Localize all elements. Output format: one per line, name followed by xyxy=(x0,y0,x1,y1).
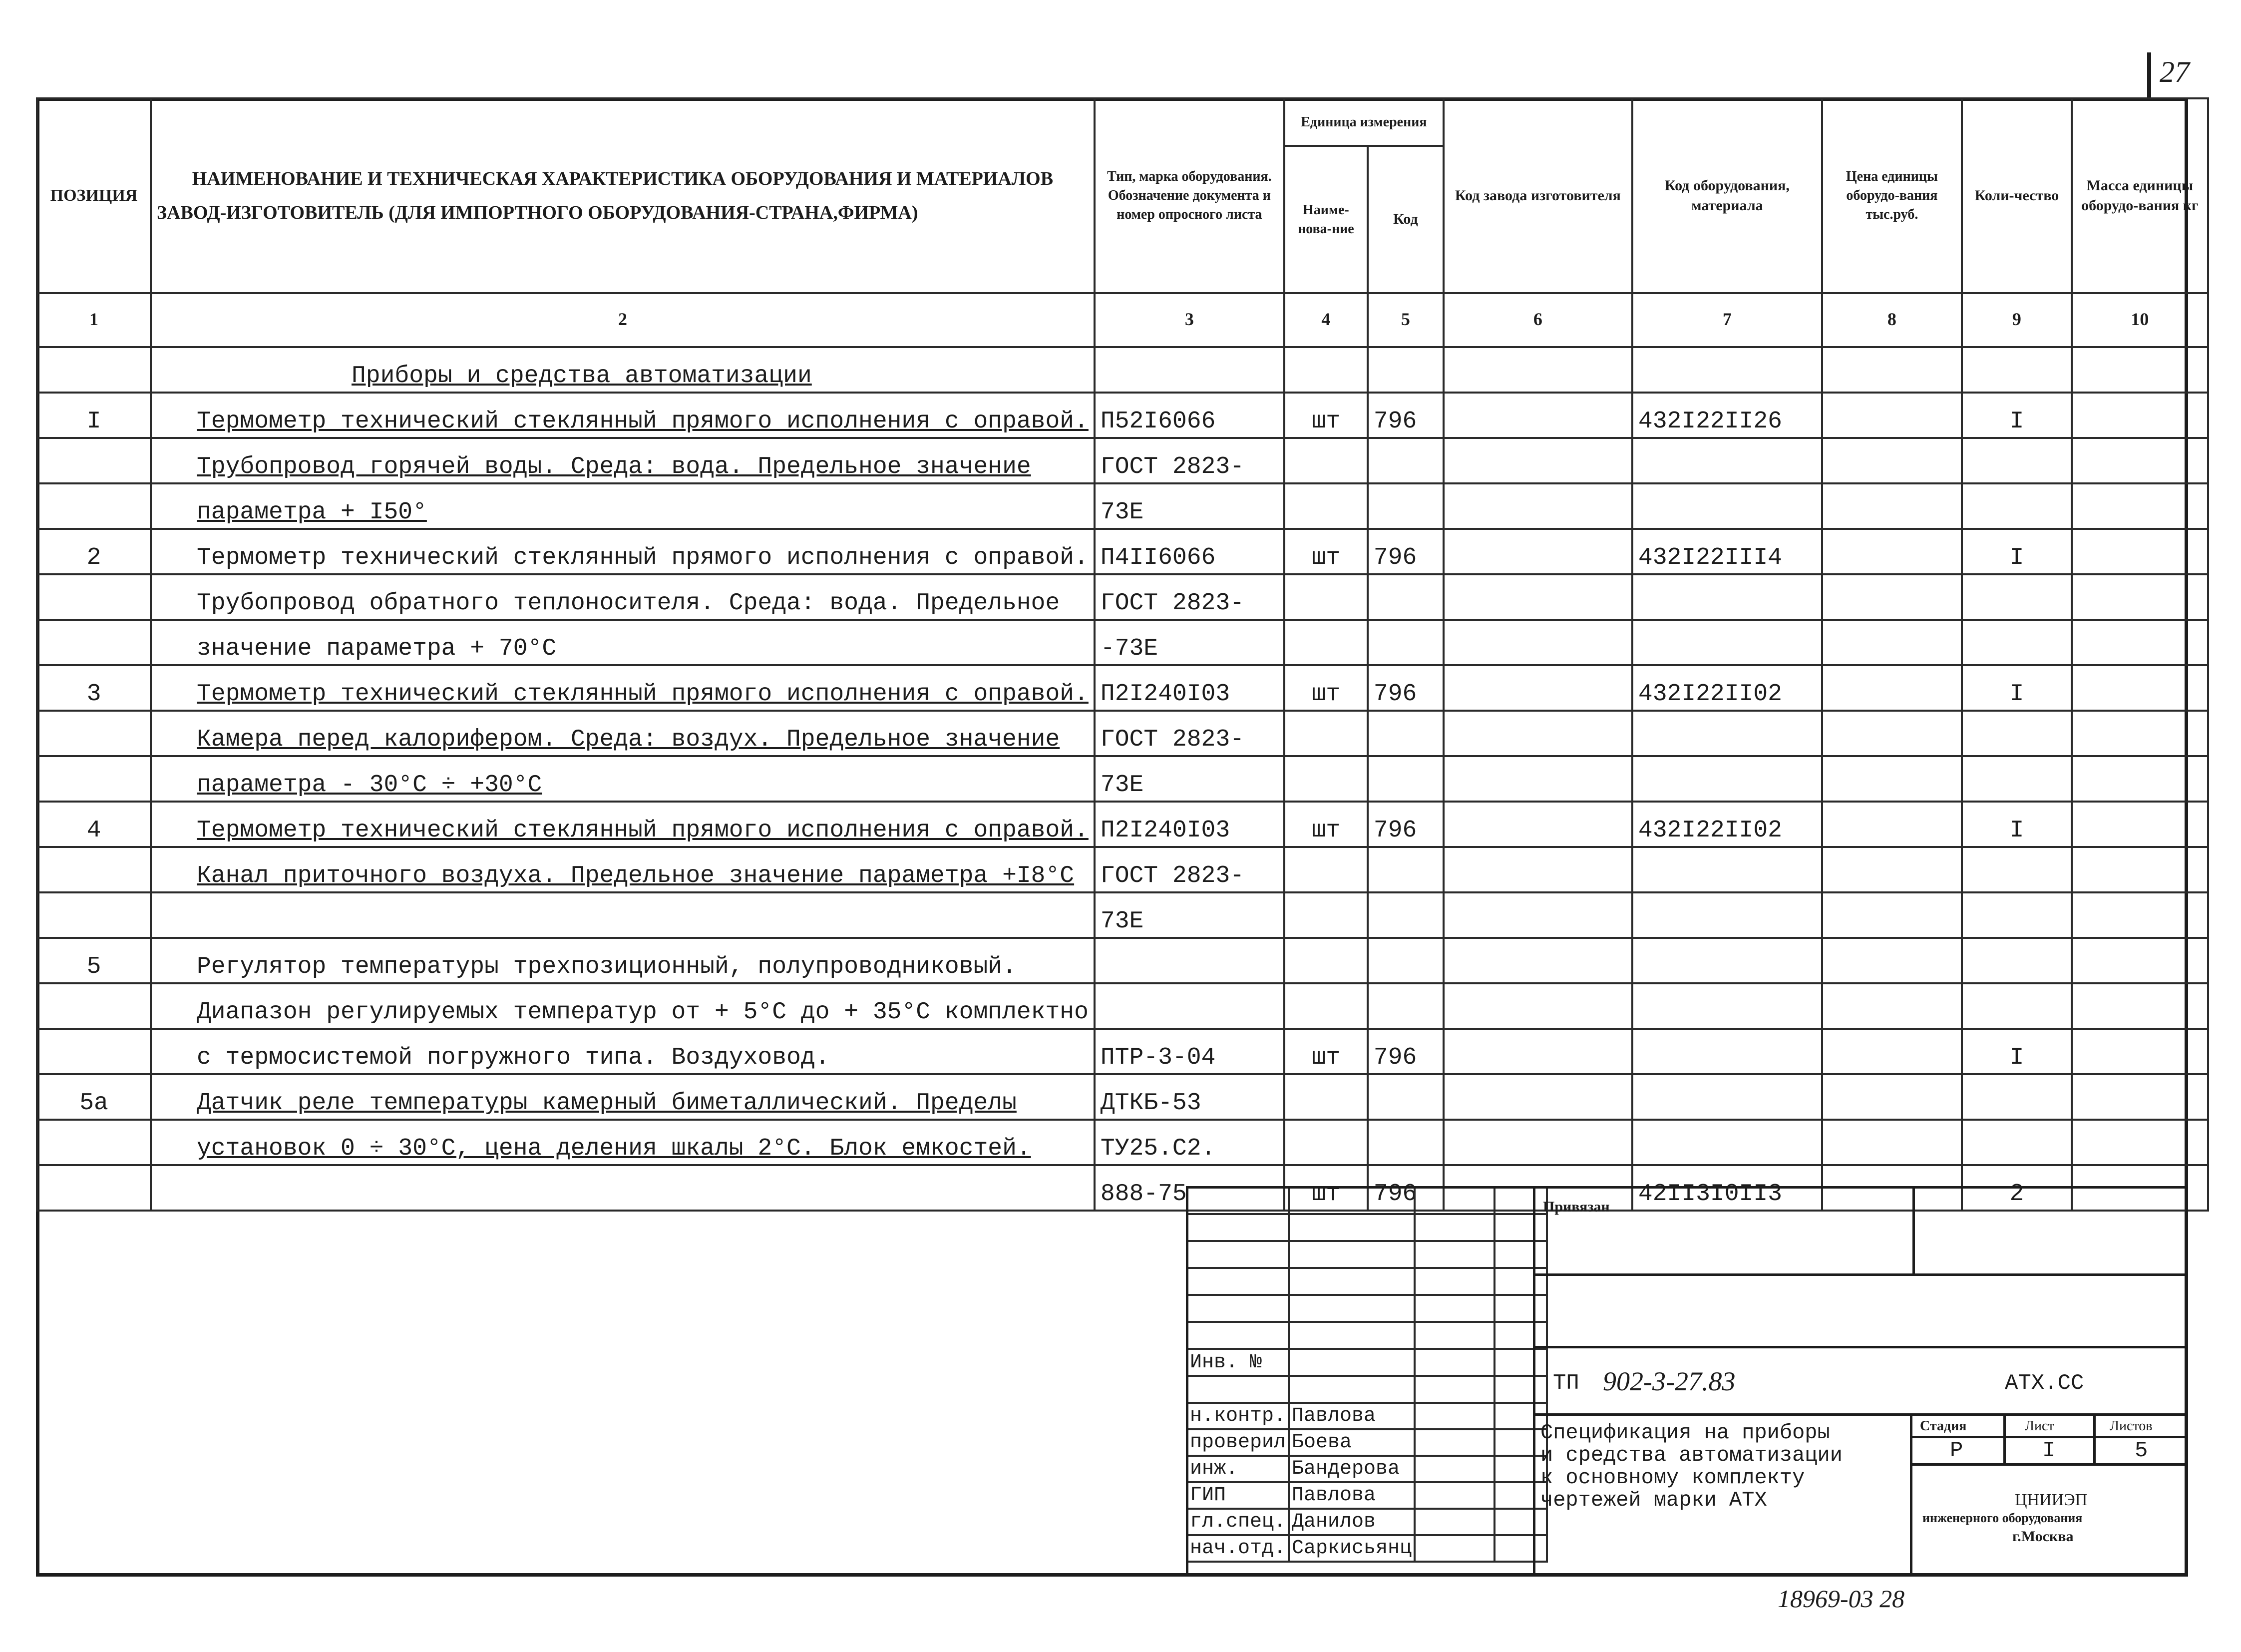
type-cell: П2I240I03 xyxy=(1095,665,1284,711)
position-cell xyxy=(37,1165,151,1211)
unit-code-cell xyxy=(1368,756,1444,802)
position-cell xyxy=(37,574,151,620)
unit-cell xyxy=(1284,438,1368,483)
factory-code-cell xyxy=(1444,892,1632,938)
type-cell xyxy=(1095,983,1284,1029)
quantity-cell xyxy=(1962,756,2072,802)
quantity-cell xyxy=(1962,892,2072,938)
price-cell xyxy=(1822,438,1962,483)
column-number: 4 xyxy=(1284,293,1368,347)
equipment-code-cell: 42II3I0II3 xyxy=(1632,1165,1822,1211)
signature-role: проверил xyxy=(1187,1429,1289,1456)
name-cell: Термометр технический стеклянный прямого исполнения с оправой. xyxy=(151,665,1095,711)
factory-code-cell xyxy=(1444,711,1632,756)
factory-code-cell xyxy=(1444,438,1632,483)
mass-cell xyxy=(2072,483,2208,529)
column-number: 10 xyxy=(2072,293,2208,347)
unit-code-cell: 796 xyxy=(1368,665,1444,711)
inventory-label: Инв. № xyxy=(1187,1349,1289,1376)
price-cell xyxy=(1822,756,1962,802)
quantity-cell xyxy=(1962,438,2072,483)
header-quantity: Коли-чество xyxy=(1962,98,2072,293)
factory-code-cell xyxy=(1444,1120,1632,1165)
quantity-cell xyxy=(1962,1120,2072,1165)
factory-code-cell xyxy=(1444,802,1632,847)
unit-code-cell xyxy=(1368,438,1444,483)
signature-person: Бандерова xyxy=(1289,1456,1415,1482)
price-cell xyxy=(1822,1074,1962,1120)
mass-cell xyxy=(2072,574,2208,620)
quantity-cell xyxy=(1962,574,2072,620)
unit-code-cell xyxy=(1368,483,1444,529)
quantity-cell xyxy=(1962,847,2072,892)
mass-cell xyxy=(2072,983,2208,1029)
quantity-cell xyxy=(1962,711,2072,756)
equipment-code-cell xyxy=(1632,1029,1822,1074)
doc-code-prefix: ТП xyxy=(1553,1371,1579,1396)
unit-code-cell xyxy=(1368,892,1444,938)
description-line-2: и средства автоматизации xyxy=(1540,1443,1843,1467)
header-unit-code: Код xyxy=(1368,146,1444,293)
quantity-cell: I xyxy=(1962,529,2072,574)
name-cell: параметра - 30°С ÷ +30°С xyxy=(151,756,1095,802)
table-row xyxy=(37,529,2208,574)
table-row xyxy=(37,665,2208,711)
name-cell: значение параметра + 70°С xyxy=(151,620,1095,665)
table-row xyxy=(37,483,2208,529)
name-cell: Приборы и средства автоматизации xyxy=(151,347,1095,393)
equipment-code-cell xyxy=(1632,1120,1822,1165)
equipment-code-cell xyxy=(1632,574,1822,620)
quantity-cell xyxy=(1962,620,2072,665)
unit-cell xyxy=(1284,574,1368,620)
sheet-label: Лист xyxy=(2025,1418,2054,1434)
factory-code-cell xyxy=(1444,665,1632,711)
unit-code-cell: 796 xyxy=(1368,393,1444,438)
type-cell: ПТР-3-04 xyxy=(1095,1029,1284,1074)
stage-value: Р xyxy=(1950,1438,1963,1463)
table-row xyxy=(37,983,2208,1029)
unit-cell xyxy=(1284,847,1368,892)
type-cell: П52I6066 xyxy=(1095,393,1284,438)
table-row xyxy=(37,1029,2208,1074)
price-cell xyxy=(1822,574,1962,620)
mass-cell xyxy=(2072,1120,2208,1165)
price-cell xyxy=(1822,802,1962,847)
table-row xyxy=(37,438,2208,483)
price-cell xyxy=(1822,847,1962,892)
unit-code-cell xyxy=(1368,1074,1444,1120)
mass-cell xyxy=(2072,1029,2208,1074)
mass-cell xyxy=(2072,711,2208,756)
stage-label: Стадия xyxy=(1920,1418,1967,1434)
table-row xyxy=(37,892,2208,938)
table-row xyxy=(37,847,2208,892)
signature-person: Саркисьянц xyxy=(1289,1535,1415,1562)
signature-outer xyxy=(1186,1186,1535,1577)
position-cell: 4 xyxy=(37,802,151,847)
factory-code-cell xyxy=(1444,529,1632,574)
unit-cell: шт xyxy=(1284,665,1368,711)
position-cell: 3 xyxy=(37,665,151,711)
quantity-cell xyxy=(1962,938,2072,983)
type-cell: ГОСТ 2823- xyxy=(1095,574,1284,620)
price-cell xyxy=(1822,393,1962,438)
table-row xyxy=(37,574,2208,620)
mass-cell xyxy=(2072,802,2208,847)
name-cell: Термометр технический стеклянный прямого исполнения с оправой. xyxy=(151,529,1095,574)
equipment-code-cell: 432I22II02 xyxy=(1632,665,1822,711)
price-cell xyxy=(1822,665,1962,711)
position-cell xyxy=(37,711,151,756)
unit-code-cell xyxy=(1368,847,1444,892)
position-cell: 2 xyxy=(37,529,151,574)
unit-cell: шт xyxy=(1284,1029,1368,1074)
price-cell xyxy=(1822,938,1962,983)
price-cell xyxy=(1822,529,1962,574)
quantity-cell: I xyxy=(1962,1029,2072,1074)
unit-code-cell xyxy=(1368,347,1444,393)
equipment-code-cell xyxy=(1632,1074,1822,1120)
type-cell: 73Е xyxy=(1095,756,1284,802)
equipment-code-cell xyxy=(1632,347,1822,393)
name-cell xyxy=(151,1165,1095,1211)
signature-person: Павлова xyxy=(1289,1482,1415,1509)
position-cell: I xyxy=(37,393,151,438)
column-number: 9 xyxy=(1962,293,2072,347)
name-cell: Регулятор температуры трехпозиционный, полупроводниковый. xyxy=(151,938,1095,983)
table-row xyxy=(37,711,2208,756)
organization-line-3: г.Москва xyxy=(2012,1528,2074,1545)
price-cell xyxy=(1822,892,1962,938)
name-cell: с термосистемой погружного типа. Воздуховод. xyxy=(151,1029,1095,1074)
equipment-code-cell xyxy=(1632,983,1822,1029)
position-cell xyxy=(37,483,151,529)
type-cell: -73Е xyxy=(1095,620,1284,665)
type-cell: ГОСТ 2823- xyxy=(1095,438,1284,483)
unit-cell: шт xyxy=(1284,1165,1368,1211)
column-number: 6 xyxy=(1444,293,1632,347)
signature-role: н.контр. xyxy=(1187,1403,1289,1429)
type-cell: П2I240I03 xyxy=(1095,802,1284,847)
position-cell: 5а xyxy=(37,1074,151,1120)
unit-code-cell: 796 xyxy=(1368,1029,1444,1074)
column-number: 8 xyxy=(1822,293,1962,347)
signature-person: Боева xyxy=(1289,1429,1415,1456)
table-row xyxy=(37,802,2208,847)
header-name-line1: НАИМЕНОВАНИЕ И ТЕХНИЧЕСКАЯ ХАРАКТЕРИСТИКА ОБОРУДОВАНИЯ И МАТЕРИАЛОВ xyxy=(192,168,1054,189)
organization-line-1: ЦНИИЭП xyxy=(2015,1491,2088,1509)
price-cell xyxy=(1822,711,1962,756)
unit-cell xyxy=(1284,938,1368,983)
quantity-cell: I xyxy=(1962,665,2072,711)
sheets-value: 5 xyxy=(2135,1438,2148,1463)
signature-role: гл.спец. xyxy=(1187,1509,1289,1535)
column-number: 1 xyxy=(37,293,151,347)
unit-code-cell xyxy=(1368,620,1444,665)
type-cell xyxy=(1095,938,1284,983)
table-row xyxy=(37,1074,2208,1120)
sheet-corner-number: 27 xyxy=(2160,55,2190,88)
quantity-cell xyxy=(1962,483,2072,529)
mass-cell xyxy=(2072,529,2208,574)
factory-code-cell xyxy=(1444,1074,1632,1120)
unit-cell xyxy=(1284,756,1368,802)
type-cell: ДТКБ-53 xyxy=(1095,1074,1284,1120)
quantity-cell xyxy=(1962,347,2072,393)
unit-cell xyxy=(1284,347,1368,393)
name-cell: Датчик реле температуры камерный биметаллический. Пределы xyxy=(151,1074,1095,1120)
equipment-code-cell xyxy=(1632,438,1822,483)
unit-cell xyxy=(1284,1120,1368,1165)
unit-code-cell xyxy=(1368,711,1444,756)
name-cell xyxy=(151,892,1095,938)
header-equipment-code: Код оборудования, материала xyxy=(1632,98,1822,293)
quantity-cell: 2 xyxy=(1962,1165,2072,1211)
factory-code-cell xyxy=(1444,574,1632,620)
price-cell xyxy=(1822,483,1962,529)
type-cell: ТУ25.С2. xyxy=(1095,1120,1284,1165)
name-cell: установок 0 ÷ 30°С, цена деления шкалы 2°С. Блок емкостей. xyxy=(151,1120,1095,1165)
price-cell xyxy=(1822,1120,1962,1165)
type-cell: П4II6066 xyxy=(1095,529,1284,574)
equipment-code-cell: 432I22III4 xyxy=(1632,529,1822,574)
equipment-code-cell: 432I22II02 xyxy=(1632,802,1822,847)
column-number: 2 xyxy=(151,293,1095,347)
header-factory-code: Код завода изготовителя xyxy=(1444,98,1632,293)
signature-role: ГИП xyxy=(1187,1482,1289,1509)
header-mass: Масса единицы оборудо-вания кг xyxy=(2072,98,2208,293)
signature-person: Павлова xyxy=(1289,1403,1415,1429)
unit-code-cell xyxy=(1368,1120,1444,1165)
mass-cell xyxy=(2072,847,2208,892)
equipment-code-cell xyxy=(1632,892,1822,938)
unit-cell xyxy=(1284,711,1368,756)
quantity-cell xyxy=(1962,1074,2072,1120)
quantity-cell: I xyxy=(1962,393,2072,438)
type-cell: 73Е xyxy=(1095,483,1284,529)
factory-code-cell xyxy=(1444,347,1632,393)
unit-code-cell: 796 xyxy=(1368,802,1444,847)
equipment-code-cell xyxy=(1632,938,1822,983)
factory-code-cell xyxy=(1444,847,1632,892)
name-cell: Термометр технический стеклянный прямого исполнения с оправой. xyxy=(151,802,1095,847)
table-row xyxy=(37,938,2208,983)
unit-cell xyxy=(1284,1074,1368,1120)
unit-code-cell xyxy=(1368,938,1444,983)
name-cell: Канал приточного воздуха. Предельное значение параметра +I8°С xyxy=(151,847,1095,892)
unit-cell xyxy=(1284,983,1368,1029)
column-numbers-row xyxy=(37,293,2208,347)
price-cell xyxy=(1822,1029,1962,1074)
position-cell xyxy=(37,620,151,665)
equipment-code-cell: 432I22II26 xyxy=(1632,393,1822,438)
signature-role: нач.отд. xyxy=(1187,1535,1289,1562)
name-cell: Диапазон регулируемых температур от + 5°С до + 35°С комплектно xyxy=(151,983,1095,1029)
sheet-value: I xyxy=(2042,1438,2056,1463)
factory-code-cell xyxy=(1444,983,1632,1029)
mass-cell xyxy=(2072,665,2208,711)
privyazan-right-box xyxy=(1912,1186,2188,1276)
position-cell xyxy=(37,756,151,802)
position-cell xyxy=(37,892,151,938)
equipment-code-cell xyxy=(1632,847,1822,892)
type-cell: 888-75 xyxy=(1095,1165,1284,1211)
factory-code-cell xyxy=(1444,483,1632,529)
position-cell: 5 xyxy=(37,938,151,983)
privyazan-label: Привязан xyxy=(1543,1199,1610,1215)
type-cell: 73Е xyxy=(1095,892,1284,938)
mass-cell xyxy=(2072,1074,2208,1120)
position-cell xyxy=(37,438,151,483)
mass-cell xyxy=(2072,620,2208,665)
position-cell xyxy=(37,1120,151,1165)
equipment-code-cell xyxy=(1632,483,1822,529)
quantity-cell: I xyxy=(1962,802,2072,847)
mass-cell xyxy=(2072,347,2208,393)
unit-cell xyxy=(1284,483,1368,529)
factory-code-cell xyxy=(1444,620,1632,665)
column-number: 5 xyxy=(1368,293,1444,347)
specification-body xyxy=(37,347,2208,1211)
factory-code-cell xyxy=(1444,393,1632,438)
sheets-label: Листов xyxy=(2110,1418,2153,1434)
unit-cell xyxy=(1284,620,1368,665)
table-row xyxy=(37,756,2208,802)
factory-code-cell xyxy=(1444,938,1632,983)
name-cell: Термометр технический стеклянный прямого исполнения с оправой. xyxy=(151,393,1095,438)
corner-divider xyxy=(2147,52,2151,100)
position-cell xyxy=(37,983,151,1029)
name-cell: Трубопровод обратного теплоносителя. Среда: вода. Предельное xyxy=(151,574,1095,620)
mass-cell xyxy=(2072,393,2208,438)
signature-person: Данилов xyxy=(1289,1509,1415,1535)
header-unit-name: Наиме-нова-ние xyxy=(1284,146,1368,293)
header-name xyxy=(151,98,1095,293)
specification-table xyxy=(36,97,2209,1212)
organization-line-2: инженерного оборудования xyxy=(1922,1511,2083,1525)
header-type: Тип, марка оборудования. Обозначение документа и номер опросного листа xyxy=(1095,98,1284,293)
name-cell: параметра + I50° xyxy=(151,483,1095,529)
position-cell xyxy=(37,347,151,393)
type-cell: ГОСТ 2823- xyxy=(1095,711,1284,756)
header-price: Цена единицы оборудо-вания тыс.руб. xyxy=(1822,98,1962,293)
header-unit-group-label: Единица измерения xyxy=(1301,114,1427,130)
signature-role: инж. xyxy=(1187,1456,1289,1482)
title-block xyxy=(1186,1186,2188,1577)
table-row xyxy=(37,347,2208,393)
doc-mark: АТХ.СС xyxy=(2005,1371,2084,1396)
doc-code: 902-3-27.83 xyxy=(1603,1366,1736,1396)
type-cell xyxy=(1095,347,1284,393)
position-cell xyxy=(37,847,151,892)
price-cell xyxy=(1822,620,1962,665)
price-cell xyxy=(1822,347,1962,393)
header-position: ПОЗИЦИЯ xyxy=(37,98,151,293)
factory-code-cell xyxy=(1444,756,1632,802)
unit-code-cell: 796 xyxy=(1368,529,1444,574)
quantity-cell xyxy=(1962,983,2072,1029)
unit-code-cell: 796 xyxy=(1368,1165,1444,1211)
name-cell: Камера перед калорифером. Среда: воздух. Предельное значение xyxy=(151,711,1095,756)
description-line-1: Спецификация на приборы xyxy=(1540,1421,1830,1445)
name-cell: Трубопровод горячей воды. Среда: вода. Предельное значение xyxy=(151,438,1095,483)
table-row xyxy=(37,393,2208,438)
price-cell xyxy=(1822,983,1962,1029)
unit-cell: шт xyxy=(1284,529,1368,574)
table-row xyxy=(37,1120,2208,1165)
header-name-line2: ЗАВОД-ИЗГОТОВИТЕЛЬ (ДЛЯ ИМПОРТНОГО ОБОРУДОВАНИЯ-СТРАНА,ФИРМА) xyxy=(157,202,918,223)
mass-cell xyxy=(2072,756,2208,802)
header-unit-group xyxy=(1284,98,1444,146)
mass-cell xyxy=(2072,938,2208,983)
unit-code-cell xyxy=(1368,983,1444,1029)
column-number: 3 xyxy=(1095,293,1284,347)
table-row xyxy=(37,620,2208,665)
equipment-code-cell xyxy=(1632,756,1822,802)
unit-code-cell xyxy=(1368,574,1444,620)
privyazan-extra-box xyxy=(1533,1273,2188,1348)
column-number: 7 xyxy=(1632,293,1822,347)
unit-cell xyxy=(1284,892,1368,938)
archive-note: 18969-03 28 xyxy=(1778,1585,1905,1613)
factory-code-cell xyxy=(1444,1029,1632,1074)
equipment-code-cell xyxy=(1632,711,1822,756)
type-cell: ГОСТ 2823- xyxy=(1095,847,1284,892)
unit-cell: шт xyxy=(1284,802,1368,847)
description-line-3: к основному комплекту xyxy=(1540,1466,1805,1490)
position-cell xyxy=(37,1029,151,1074)
mass-cell xyxy=(2072,438,2208,483)
description-line-4: чертежей марки АТХ xyxy=(1540,1488,1767,1512)
unit-cell: шт xyxy=(1284,393,1368,438)
mass-cell xyxy=(2072,892,2208,938)
equipment-code-cell xyxy=(1632,620,1822,665)
